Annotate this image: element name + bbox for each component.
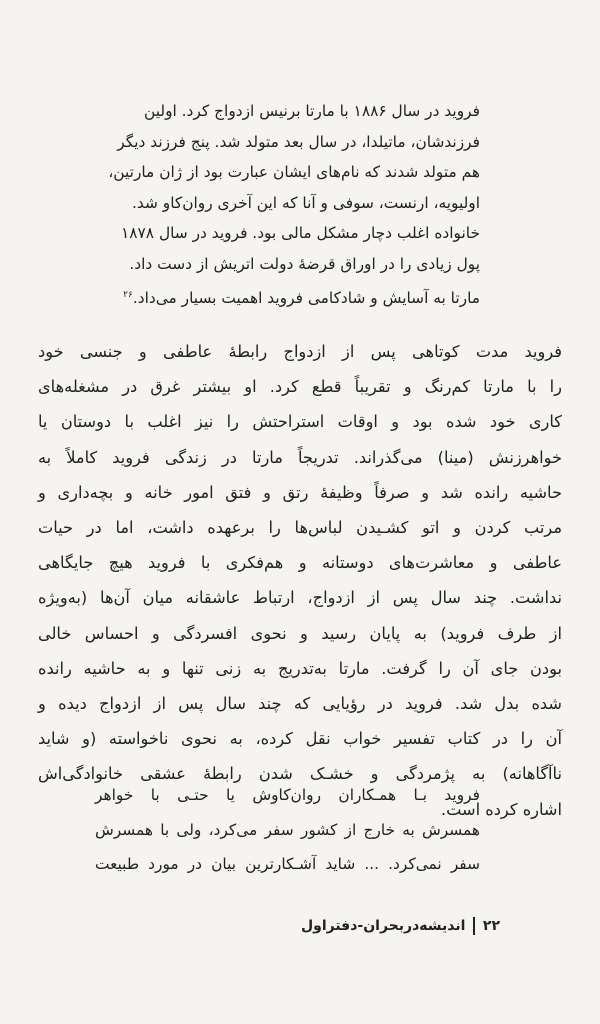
footer-divider [473, 917, 475, 935]
body-line: مرتب کردن و اتو کشـیدن لباس‌ها را برعهده داشت، اما در حیات [38, 518, 562, 538]
body-line: از طرف فروید) به پایان رسید و نحوی افسردگی و احساس خالی [38, 623, 562, 643]
quote2-line: همسرش به خارج از کشور سفر می‌کرد، ولی با همسرش [95, 820, 480, 839]
body-line: بودن جای آن را گرفت. مارتا به‌تدریج به زنی تنها و به حاشیه رانده [38, 658, 562, 678]
indented-quote-block [108, 96, 480, 313]
body-line: ناآگاهانه) به پژمردگی و خشـک شدن رابطهٔ عشقی خانوادگی‌اش [38, 764, 562, 784]
quote-line: پول زیادی را در اوراق قرضهٔ دولت اتریش از دست داد. [129, 254, 480, 273]
quote-line: فرزندشان، ماتیلدا، در سال بعد متولد شد. پنج فرزند دیگر [117, 132, 480, 151]
body-line: کاری خود شده بود و اوقات استراحتش را نیز اغلب با دوستان یا [38, 412, 562, 432]
indented-quote-block-2 [95, 778, 480, 882]
quote-line-text: مارتا به آسایش و شادکامی فروید اهمیت بسیار می‌داد. [132, 288, 480, 307]
body-paragraph [38, 334, 562, 827]
quote-line-last [123, 280, 480, 314]
body-line: شده بدل شد. فروید در رؤیایی که چند سال پس از ازدواج دیده و [38, 694, 562, 714]
page-number: ۲۲ [482, 918, 500, 934]
quote-line: هم متولد شدند که نام‌های ایشان عبارت بود از ژان مارتین، [108, 163, 480, 182]
body-line: خواهرزنش (مینا) می‌گذراند. تدریجاً مارتا در زندگی فروید کاملاً به [38, 447, 562, 467]
body-line: فروید مدت کوتاهی پس از ازدواج رابطهٔ عاطفی و جنسی خود [38, 342, 562, 361]
quote-line: فروید در سال ۱۸۸۶ با مارتا برنیس ازدواج کرد. اولین [144, 102, 480, 120]
quote-line: اولیویه، ارنست، سوفی و آنا که این آخری روان‌کاو شد. [132, 193, 480, 212]
body-line: اشاره کرده است. [440, 799, 562, 819]
quote2-line: فروید بـا همـکاران روان‌کاوش یا حتـی با خواهر [95, 786, 480, 804]
body-line: حاشیه رانده شد و صرفاً وظیفهٔ رتق و فتق امور خانه و بچه‌داری و [38, 482, 562, 502]
body-line: آن را در کتاب تفسیر خواب نقل کرده، به نحوی ناخواسته (و شاید [38, 729, 562, 749]
body-line: نداشت. چند سال پس از ازدواج، ارتباط عاشقانه میان آن‌ها (به‌ویژه [38, 588, 562, 608]
quote-line: خانواده اغلب دچار مشکل مالی بود. فروید در سال ۱۸۷۸ [120, 224, 480, 243]
quote2-line: سفر نمی‌کرد. ... شاید آشـکارترین بیان در مورد طبیعت [95, 855, 480, 873]
running-book-title: اندیشه‌در‌بحران-دفتراول [300, 918, 466, 934]
body-line: را با مارتا کم‌رنگ و تقریباً قطع کرد. او بیشتر غرق در مشغله‌های [38, 377, 562, 397]
footnote-marker: ۲۶ [123, 289, 133, 300]
body-line: عاطفی و معاشرت‌های دوستانه و هم‌فکری با فروید هیچ جایگاهی [38, 553, 562, 573]
page-footer [301, 917, 500, 935]
